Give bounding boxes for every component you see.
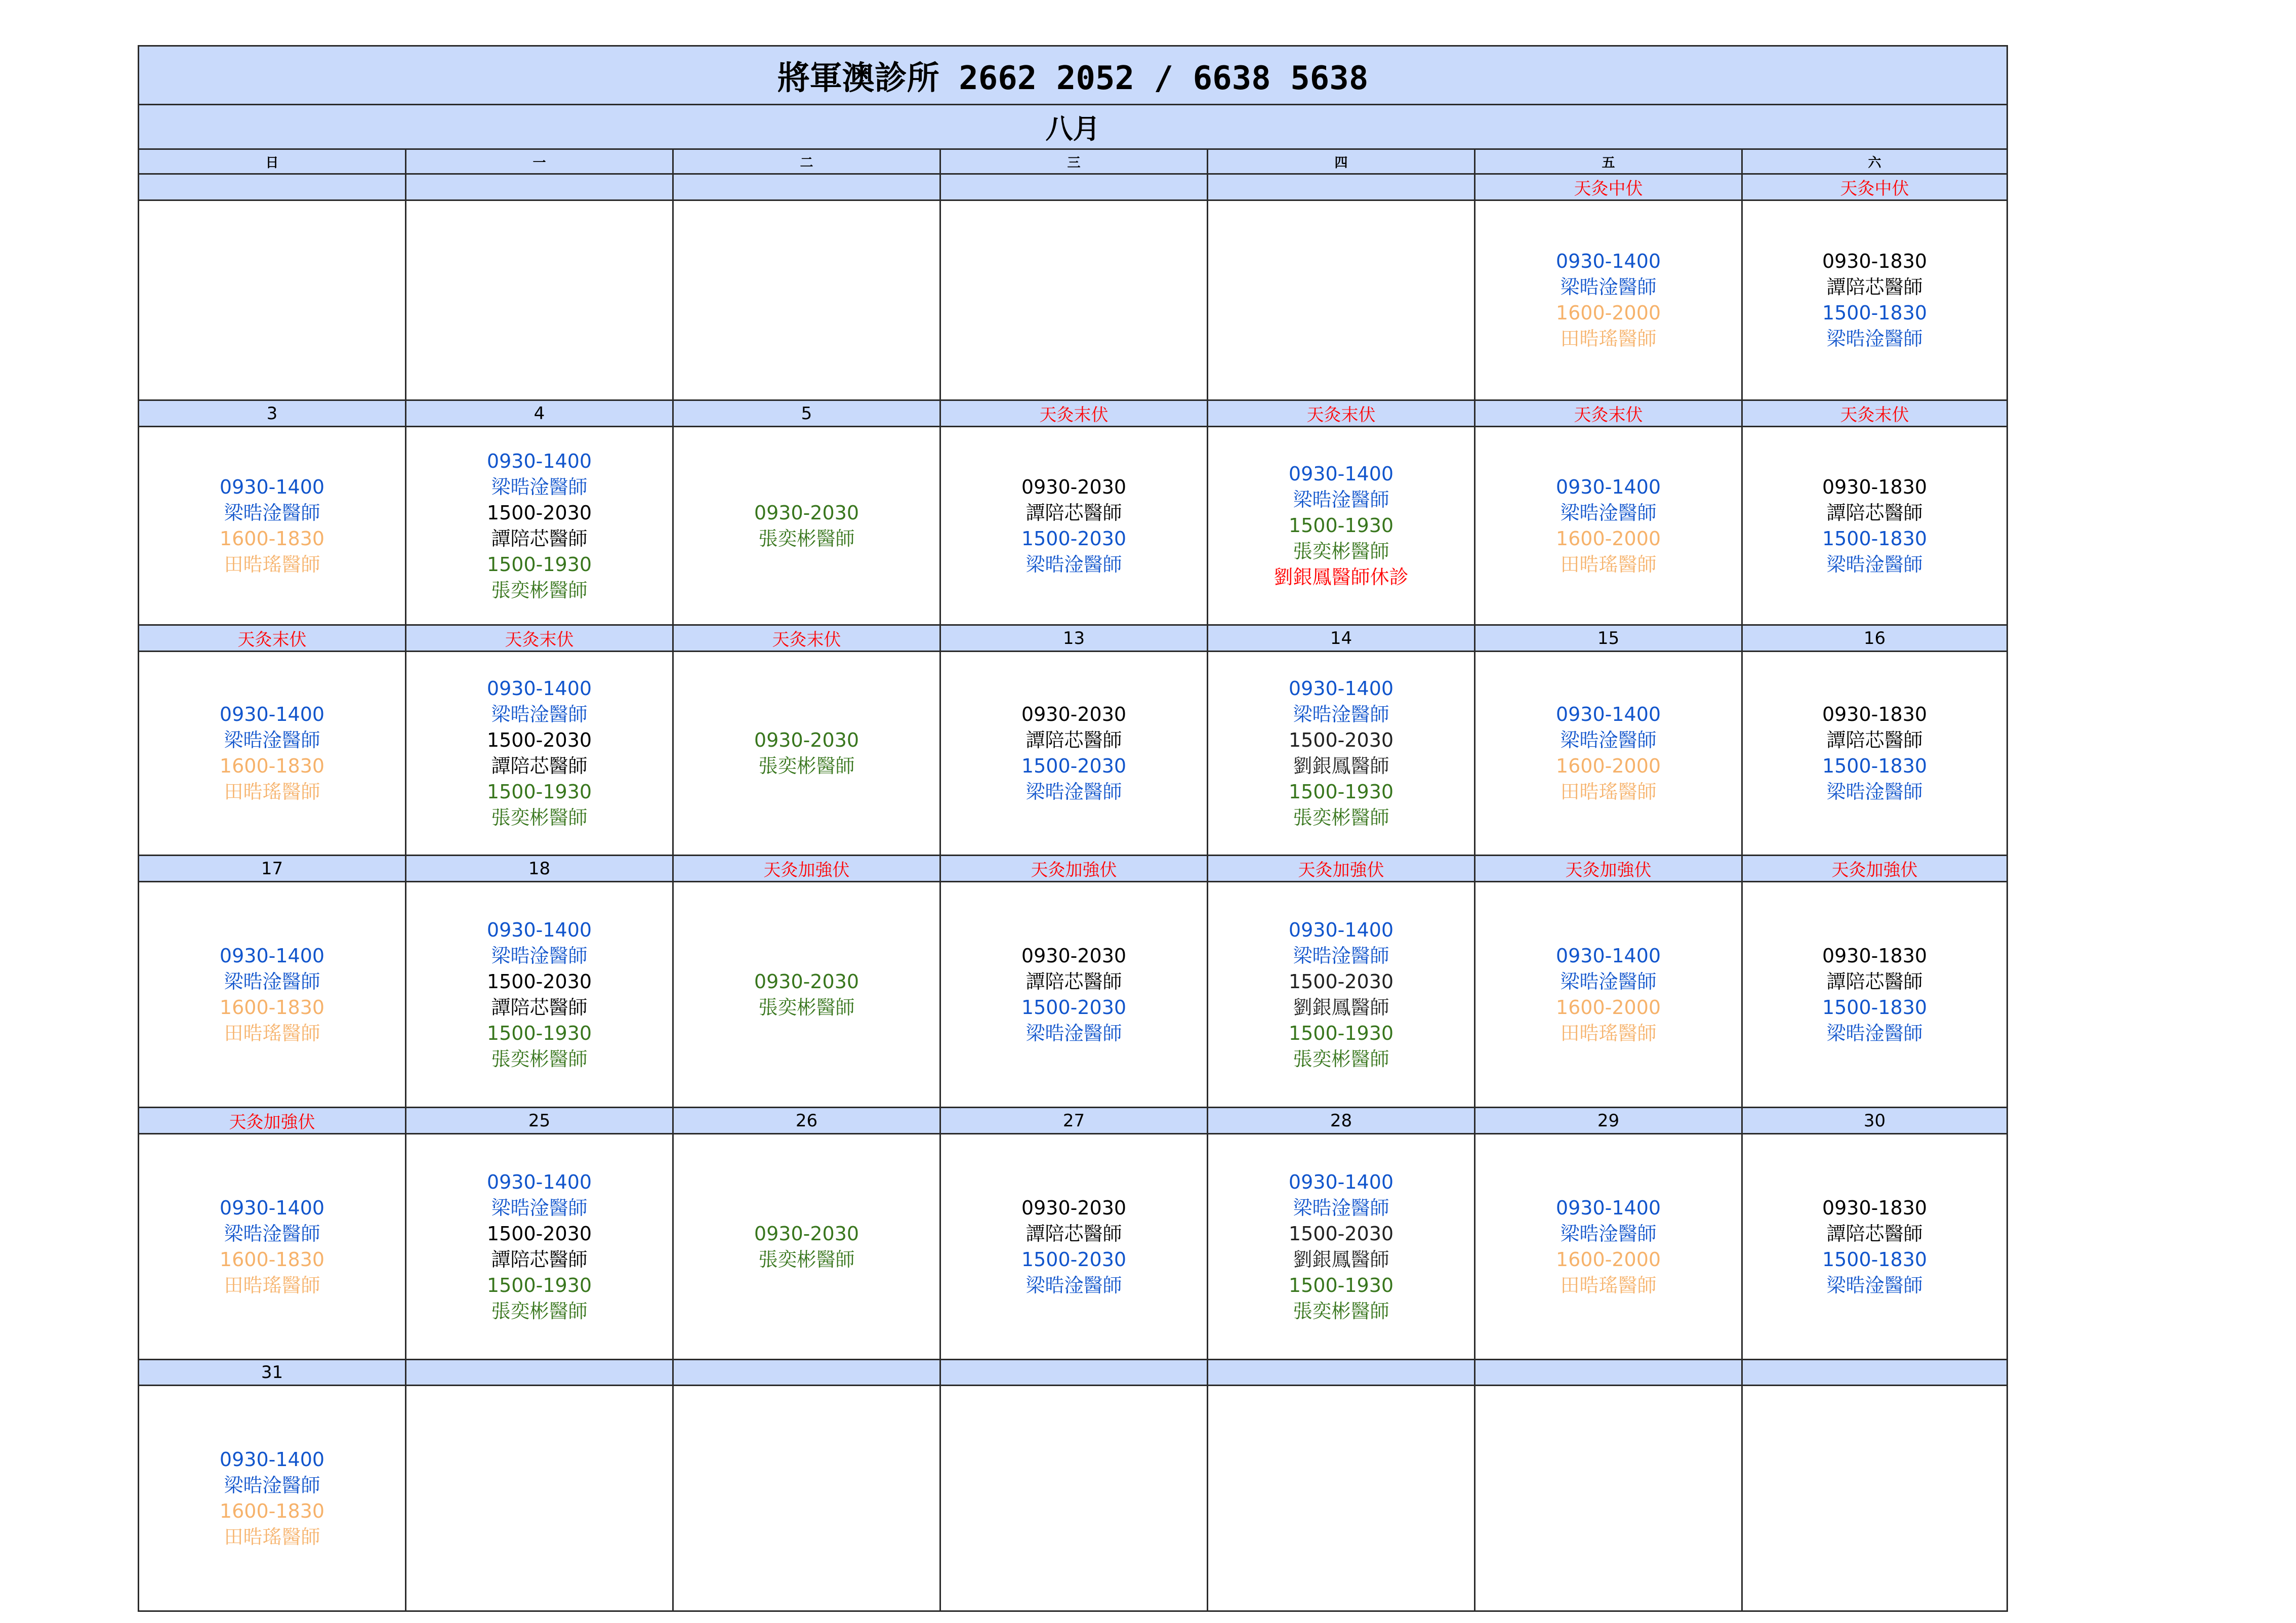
doctor-name: 梁晧淦醫師: [224, 729, 320, 751]
day-schedule-row: [139, 1134, 2007, 1360]
time-slot: 1600-2000: [1555, 302, 1661, 324]
day-schedule-cell: [1208, 200, 1475, 400]
doctor-name: 田晧瑤醫師: [1560, 781, 1657, 803]
day-schedule-cell: [673, 427, 940, 625]
doctor-name: 張奕彬醫師: [491, 579, 588, 601]
doctor-name: 張奕彬醫師: [758, 1248, 855, 1271]
day-schedule-cell: [673, 882, 940, 1108]
moxibustion-label: 天灸加強伏: [1475, 856, 1742, 882]
time-slot: 0930-1400: [219, 475, 325, 498]
day-schedule-cell: [406, 200, 673, 400]
doctor-name: 田晧瑤醫師: [224, 553, 320, 576]
time-slot: 0930-1400: [1555, 703, 1661, 725]
doctor-name: 劉銀鳳醫師: [1293, 1248, 1389, 1271]
day-schedule-cell: [139, 200, 406, 400]
day-schedule-cell: [940, 1134, 1208, 1360]
day-schedule-cell: [1475, 427, 1742, 625]
day-schedule-cell: [139, 652, 406, 856]
moxibustion-label: 天灸加強伏: [673, 856, 940, 882]
doctor-name: 張奕彬醫師: [491, 1047, 588, 1070]
doctor-name: 梁晧淦醫師: [1560, 1222, 1657, 1245]
time-slot: 1600-1830: [219, 527, 325, 550]
time-slot: 1500-2030: [1021, 527, 1127, 550]
day-number: [940, 1360, 1208, 1386]
doctor-name: 梁晧淦醫師: [1293, 1196, 1389, 1219]
time-slot: 1500-1930: [1288, 1022, 1394, 1044]
time-slot: 1500-2030: [486, 970, 592, 993]
doctor-name: 田晧瑤醫師: [224, 781, 320, 803]
day-schedule-cell: [940, 200, 1208, 400]
day-schedule-cell: [1742, 200, 2007, 400]
moxibustion-label: 天灸末伏: [406, 625, 673, 652]
doctor-name: 譚陪芯醫師: [1826, 1222, 1923, 1245]
day-schedule-cell: [139, 882, 406, 1108]
moxibustion-label: 天灸加強伏: [1742, 856, 2007, 882]
doctor-name: 譚陪芯醫師: [1826, 970, 1923, 993]
day-schedule-cell: [1742, 652, 2007, 856]
doctor-name: 譚陪芯醫師: [1826, 276, 1923, 298]
day-schedule-cell: [139, 1134, 406, 1360]
doctor-name: 梁晧淦醫師: [1293, 703, 1389, 725]
time-slot: 1500-1830: [1822, 527, 1928, 550]
day-label-row: [139, 856, 2007, 882]
day-schedule-cell: [673, 1134, 940, 1360]
weekday-header-row: [139, 149, 2007, 174]
doctor-name: 張奕彬醫師: [1293, 806, 1389, 829]
doctor-name: 譚陪芯醫師: [1026, 1222, 1122, 1245]
doctor-name: 梁晧淦醫師: [1560, 501, 1657, 524]
time-slot: 0930-2030: [1021, 1196, 1127, 1219]
time-slot: 1500-2030: [486, 501, 592, 524]
time-slot: 0930-2030: [754, 729, 859, 751]
day-number: [1742, 1360, 2007, 1386]
doctor-name: 田晧瑤醫師: [1560, 1274, 1657, 1296]
time-slot: 1500-2030: [1288, 1222, 1394, 1245]
day-schedule-cell: [940, 882, 1208, 1108]
time-slot: 0930-1400: [1555, 1196, 1661, 1219]
time-slot: 1600-2000: [1555, 755, 1661, 777]
time-slot: 1500-2030: [1288, 729, 1394, 751]
time-slot: 0930-1400: [1555, 250, 1661, 272]
doctor-name: 張奕彬醫師: [758, 755, 855, 777]
doctor-name: 田晧瑤醫師: [224, 1525, 320, 1548]
weekday-header: 二: [673, 149, 940, 174]
doctor-name: 梁晧淦醫師: [491, 475, 588, 498]
doctor-name: 劉銀鳳醫師: [1293, 996, 1389, 1019]
day-label-row: [139, 1108, 2007, 1134]
doctor-name: 張奕彬醫師: [1293, 1300, 1389, 1322]
time-slot: 0930-1400: [486, 450, 592, 472]
doctor-name: 梁晧淦醫師: [1026, 553, 1122, 576]
doctor-name: 劉銀鳳醫師休診: [1274, 566, 1409, 588]
time-slot: 1500-1830: [1822, 1248, 1928, 1271]
doctor-name: 梁晧淦醫師: [1826, 328, 1923, 350]
time-slot: 0930-1400: [486, 918, 592, 941]
doctor-name: 梁晧淦醫師: [491, 703, 588, 725]
time-slot: 0930-1400: [486, 677, 592, 700]
time-slot: 1500-1930: [486, 781, 592, 803]
moxibustion-label: 天灸末伏: [940, 400, 1208, 427]
title-row: [139, 46, 2007, 105]
day-number: 29: [1475, 1108, 1742, 1134]
weekday-header: 六: [1742, 149, 2007, 174]
doctor-name: 梁晧淦醫師: [224, 970, 320, 993]
doctor-name: 田晧瑤醫師: [1560, 553, 1657, 576]
day-label-row: [139, 400, 2007, 427]
doctor-name: 譚陪芯醫師: [491, 527, 588, 550]
time-slot: 1500-2030: [486, 729, 592, 751]
time-slot: 0930-1400: [219, 1196, 325, 1219]
schedule-body: [139, 46, 2007, 1611]
time-slot: 1500-2030: [1021, 755, 1127, 777]
day-schedule-cell: [1742, 1134, 2007, 1360]
day-number: [673, 1360, 940, 1386]
day-schedule-cell: [940, 427, 1208, 625]
doctor-name: 譚陪芯醫師: [1826, 501, 1923, 524]
day-schedule-cell: [1208, 652, 1475, 856]
day-schedule-row: [139, 882, 2007, 1108]
day-schedule-cell: [673, 652, 940, 856]
time-slot: 1500-1930: [1288, 514, 1394, 537]
doctor-name: 張奕彬醫師: [758, 996, 855, 1019]
day-schedule-cell: [1742, 882, 2007, 1108]
day-schedule-cell: [406, 652, 673, 856]
time-slot: 0930-2030: [1021, 703, 1127, 725]
day-number: [1475, 1360, 1742, 1386]
day-number: 3: [139, 400, 406, 427]
weekday-header: 日: [139, 149, 406, 174]
day-number: 5: [673, 400, 940, 427]
day-number: 15: [1475, 625, 1742, 652]
doctor-name: 譚陪芯醫師: [1026, 729, 1122, 751]
time-slot: 0930-1400: [1555, 944, 1661, 967]
day-schedule-cell: [1475, 652, 1742, 856]
weekday-header: 五: [1475, 149, 1742, 174]
day-schedule-cell: [406, 1386, 673, 1611]
doctor-name: 梁晧淦醫師: [1826, 1022, 1923, 1044]
time-slot: 1600-2000: [1555, 1248, 1661, 1271]
doctor-name: 梁晧淦醫師: [1026, 781, 1122, 803]
time-slot: 1600-1830: [219, 996, 325, 1019]
time-slot: 0930-2030: [754, 501, 859, 524]
doctor-name: 譚陪芯醫師: [491, 996, 588, 1019]
day-label-row: [139, 1360, 2007, 1386]
doctor-name: 梁晧淦醫師: [1293, 944, 1389, 967]
day-schedule-row: [139, 427, 2007, 625]
doctor-name: 譚陪芯醫師: [1826, 729, 1923, 751]
day-number: [406, 1360, 673, 1386]
moxibustion-label: 天灸中伏: [1475, 174, 1742, 200]
moxibustion-label: 天灸加強伏: [139, 1108, 406, 1134]
time-slot: 0930-2030: [1021, 475, 1127, 498]
time-slot: 1500-1930: [486, 1274, 592, 1296]
day-schedule-cell: [1742, 1386, 2007, 1611]
day-number: 18: [406, 856, 673, 882]
doctor-name: 譚陪芯醫師: [1026, 970, 1122, 993]
day-schedule-cell: [1208, 427, 1475, 625]
time-slot: 0930-1830: [1822, 1196, 1928, 1219]
weekday-header: 三: [940, 149, 1208, 174]
time-slot: 0930-1400: [219, 703, 325, 725]
doctor-name: 梁晧淦醫師: [1560, 276, 1657, 298]
day-schedule-cell: [1208, 882, 1475, 1108]
doctor-name: 梁晧淦醫師: [1560, 970, 1657, 993]
time-slot: 0930-1400: [1288, 463, 1394, 485]
time-slot: 0930-1830: [1822, 703, 1928, 725]
day-number: [406, 174, 673, 200]
doctor-name: 田晧瑤醫師: [1560, 1022, 1657, 1044]
time-slot: 0930-1400: [1288, 1170, 1394, 1193]
clinic-title: 將軍澳診所 2662 2052 / 6638 5638: [139, 46, 2007, 105]
moxibustion-label: 天灸末伏: [139, 625, 406, 652]
doctor-name: 梁晧淦醫師: [1826, 553, 1923, 576]
doctor-name: 梁晧淦醫師: [224, 1222, 320, 1245]
time-slot: 1500-1930: [486, 1022, 592, 1044]
month-row: [139, 105, 2007, 149]
time-slot: 0930-1400: [486, 1170, 592, 1193]
time-slot: 1600-2000: [1555, 527, 1661, 550]
day-schedule-row: [139, 652, 2007, 856]
day-number: 27: [940, 1108, 1208, 1134]
moxibustion-label: 天灸加強伏: [940, 856, 1208, 882]
day-schedule-row: [139, 1386, 2007, 1611]
doctor-name: 梁晧淦醫師: [1026, 1274, 1122, 1296]
doctor-name: 梁晧淦醫師: [1293, 489, 1389, 511]
time-slot: 0930-1830: [1822, 475, 1928, 498]
time-slot: 1500-2030: [1021, 996, 1127, 1019]
day-schedule-cell: [940, 652, 1208, 856]
time-slot: 0930-2030: [754, 970, 859, 993]
doctor-name: 張奕彬醫師: [491, 806, 588, 829]
day-number: 16: [1742, 625, 2007, 652]
day-number: 13: [940, 625, 1208, 652]
day-schedule-cell: [1208, 1386, 1475, 1611]
time-slot: 1500-2030: [1021, 1248, 1127, 1271]
time-slot: 1600-1830: [219, 755, 325, 777]
time-slot: 1500-2030: [1288, 970, 1394, 993]
day-schedule-cell: [673, 200, 940, 400]
doctor-name: 張奕彬醫師: [758, 527, 855, 550]
day-schedule-cell: [1475, 882, 1742, 1108]
time-slot: 0930-1400: [219, 1448, 325, 1471]
doctor-name: 梁晧淦醫師: [224, 501, 320, 524]
time-slot: 0930-2030: [1021, 944, 1127, 967]
doctor-name: 譚陪芯醫師: [1026, 501, 1122, 524]
time-slot: 1600-1830: [219, 1248, 325, 1271]
doctor-name: 田晧瑤醫師: [224, 1274, 320, 1296]
doctor-name: 梁晧淦醫師: [491, 944, 588, 967]
day-number: 25: [406, 1108, 673, 1134]
doctor-name: 張奕彬醫師: [491, 1300, 588, 1322]
doctor-name: 梁晧淦醫師: [1560, 729, 1657, 751]
day-schedule-cell: [1208, 1134, 1475, 1360]
time-slot: 1500-1830: [1822, 302, 1928, 324]
time-slot: 1500-1830: [1822, 996, 1928, 1019]
day-label-row: [139, 625, 2007, 652]
time-slot: 0930-1400: [1288, 677, 1394, 700]
day-schedule-cell: [673, 1386, 940, 1611]
day-schedule-cell: [406, 882, 673, 1108]
time-slot: 1500-1930: [1288, 1274, 1394, 1296]
doctor-name: 梁晧淦醫師: [224, 1474, 320, 1496]
doctor-name: 張奕彬醫師: [1293, 540, 1389, 562]
day-number: [139, 174, 406, 200]
doctor-name: 劉銀鳳醫師: [1293, 755, 1389, 777]
day-number: 26: [673, 1108, 940, 1134]
month-title: 八月: [139, 105, 2007, 149]
time-slot: 0930-2030: [754, 1222, 859, 1245]
day-schedule-cell: [1475, 1134, 1742, 1360]
moxibustion-label: 天灸加強伏: [1208, 856, 1475, 882]
doctor-name: 田晧瑤醫師: [224, 1022, 320, 1044]
moxibustion-label: 天灸末伏: [1475, 400, 1742, 427]
day-schedule-cell: [139, 1386, 406, 1611]
doctor-name: 梁晧淦醫師: [1026, 1022, 1122, 1044]
day-schedule-cell: [139, 427, 406, 625]
day-label-row: [139, 174, 2007, 200]
weekday-header: 四: [1208, 149, 1475, 174]
day-number: 17: [139, 856, 406, 882]
doctor-name: 梁晧淦醫師: [1826, 781, 1923, 803]
doctor-name: 譚陪芯醫師: [491, 1248, 588, 1271]
day-schedule-cell: [1475, 1386, 1742, 1611]
time-slot: 1500-1930: [1288, 781, 1394, 803]
day-number: [1208, 1360, 1475, 1386]
day-number: [673, 174, 940, 200]
time-slot: 1500-2030: [486, 1222, 592, 1245]
day-number: 4: [406, 400, 673, 427]
moxibustion-label: 天灸末伏: [1208, 400, 1475, 427]
day-schedule-cell: [1742, 427, 2007, 625]
schedule-table: [138, 45, 2008, 1612]
doctor-name: 梁晧淦醫師: [491, 1196, 588, 1219]
time-slot: 1600-1830: [219, 1499, 325, 1522]
time-slot: 0930-1400: [1555, 475, 1661, 498]
day-number: 14: [1208, 625, 1475, 652]
time-slot: 0930-1400: [1288, 918, 1394, 941]
moxibustion-label: 天灸中伏: [1742, 174, 2007, 200]
day-number: [1208, 174, 1475, 200]
day-schedule-cell: [940, 1386, 1208, 1611]
weekday-header: 一: [406, 149, 673, 174]
day-number: [940, 174, 1208, 200]
day-schedule-cell: [406, 427, 673, 625]
day-schedule-cell: [406, 1134, 673, 1360]
moxibustion-label: 天灸末伏: [673, 625, 940, 652]
day-number: 30: [1742, 1108, 2007, 1134]
doctor-name: 梁晧淦醫師: [1826, 1274, 1923, 1296]
day-number: 31: [139, 1360, 406, 1386]
doctor-name: 譚陪芯醫師: [491, 755, 588, 777]
day-number: 28: [1208, 1108, 1475, 1134]
doctor-name: 田晧瑤醫師: [1560, 328, 1657, 350]
time-slot: 1500-1830: [1822, 755, 1928, 777]
day-schedule-row: [139, 200, 2007, 400]
time-slot: 1500-1930: [486, 553, 592, 576]
doctor-name: 張奕彬醫師: [1293, 1047, 1389, 1070]
moxibustion-label: 天灸末伏: [1742, 400, 2007, 427]
time-slot: 0930-1830: [1822, 250, 1928, 272]
time-slot: 0930-1400: [219, 944, 325, 967]
day-schedule-cell: [1475, 200, 1742, 400]
time-slot: 1600-2000: [1555, 996, 1661, 1019]
time-slot: 0930-1830: [1822, 944, 1928, 967]
